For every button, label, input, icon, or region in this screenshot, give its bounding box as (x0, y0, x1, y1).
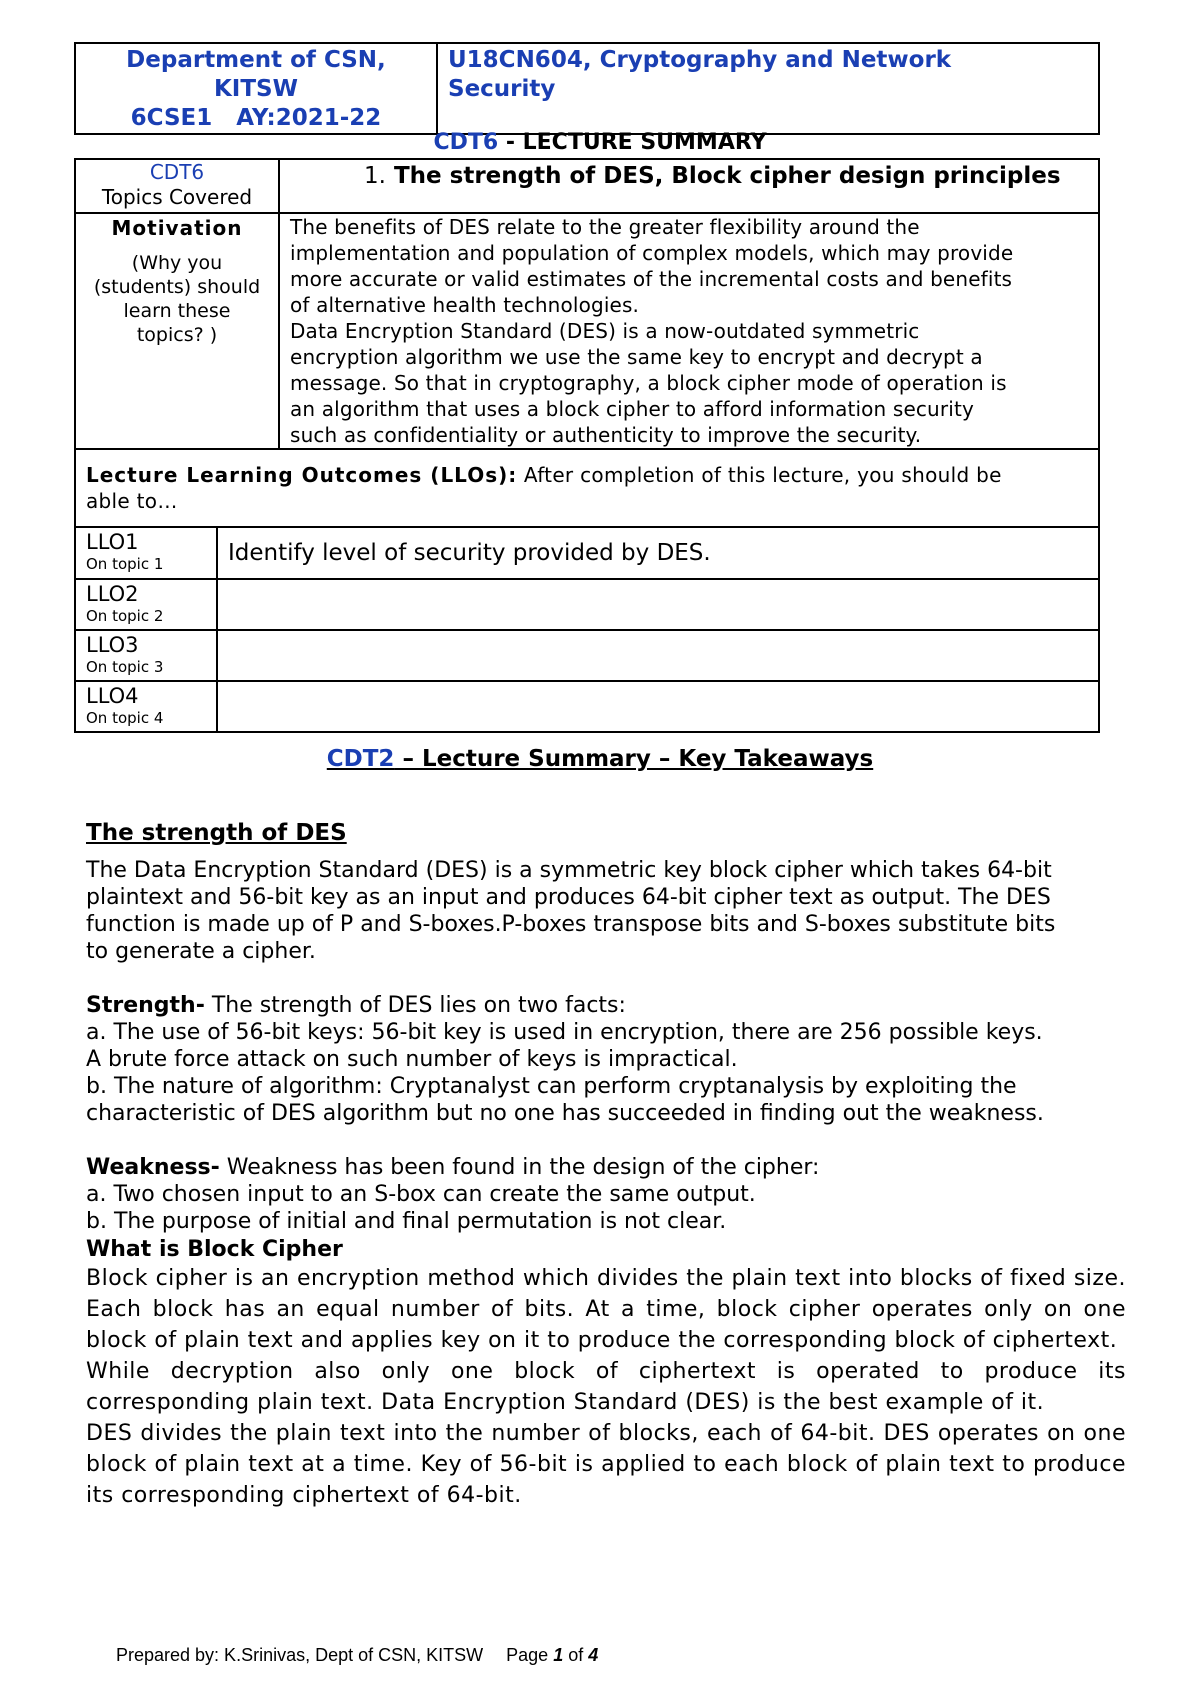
topics-label: Topics Covered (101, 185, 253, 209)
weakness-label: Weakness- (86, 1155, 220, 1180)
llo-label-cell (75, 527, 217, 579)
motivation-text (280, 214, 1098, 448)
block-cipher-paragraph: Block cipher is an encryption method which divides the plain text into blocks of fixed size. Each block has an equal number of bits. At a time, block cipher operates only on one block of plain text and applies key on it to produce the corresponding block of ciphertext. (86, 1266, 1126, 1353)
block-cipher-paragraph: While decryption also only one block of ciphertext is operated to produce its corresponding plain text. Data Encryption Standard (DES) is the best example of it. (86, 1359, 1126, 1415)
llo-intro-cell (75, 449, 1099, 527)
motivation-label: Motivation (111, 216, 243, 240)
llo-intro (76, 450, 1098, 524)
motivation-line: encryption algorithm we use the same key to encrypt and decrypt a (290, 345, 983, 369)
takeaways-code[interactable]: CDT2 (326, 746, 395, 772)
llo-row (75, 579, 1099, 630)
why-line: (students) should (93, 276, 261, 298)
page-word: Page (506, 1645, 549, 1665)
department-info (76, 44, 436, 133)
summary-label: - LECTURE SUMMARY (498, 130, 767, 155)
weakness-text: Weakness has been found in the design of the cipher: (219, 1155, 820, 1180)
section-title: The strength of DES (86, 820, 347, 846)
llo-text-cell (217, 527, 1099, 579)
llo-text (218, 580, 1098, 592)
weakness-paragraph (86, 1154, 1126, 1235)
motivation-why (76, 251, 278, 347)
paragraph-line: plaintext and 56-bit key as an input and produces 64-bit cipher text as output. The DES (86, 885, 1051, 910)
paragraph-line: function is made up of P and S-boxes.P-boxes transpose bits and S-boxes substitute bits (86, 912, 1056, 937)
paragraph-line: a. Two chosen input to an S-box can create the same output. (86, 1182, 756, 1207)
paragraph-line: characteristic of DES algorithm but no one has succeeded in finding out the weakness. (86, 1101, 1044, 1126)
llo-text (218, 631, 1098, 643)
motivation-line: of alternative health technologies. (290, 293, 640, 317)
header-table (74, 42, 1100, 135)
section-paragraph (86, 857, 1126, 965)
llo-text-cell (217, 579, 1099, 630)
key-takeaways-heading (0, 746, 1200, 772)
paragraph-line: The Data Encryption Standard (DES) is a symmetric key block cipher which takes 64-bit (86, 858, 1052, 883)
llo-topic: On topic 2 (86, 607, 164, 625)
llo-label: LLO3 (86, 633, 139, 657)
strength-label: Strength- (86, 993, 205, 1018)
motivation-line: such as confidentiality or authenticity to improve the security. (290, 423, 922, 447)
motivation-line: implementation and population of complex models, which may provide (290, 241, 1014, 265)
topic-title (280, 160, 1098, 192)
llo-row (75, 630, 1099, 681)
page-total: 4 (588, 1645, 599, 1665)
block-cipher-paragraph: DES divides the plain text into the number of blocks, each of 64-bit. DES operates on one block of plain text at a time. Key of 56-bit is applied to each block of plain text to produce its corresponding ciphertext of 64-bit. (86, 1421, 1126, 1508)
llo-text: Identify level of security provided by DES. (228, 540, 711, 566)
lecture-summary-title (0, 130, 1200, 156)
motivation-line: more accurate or valid estimates of the incremental costs and benefits (290, 267, 1013, 291)
paragraph-line: b. The purpose of initial and final permutation is not clear. (86, 1209, 727, 1234)
course-title-line2: Security (448, 76, 556, 102)
llo-label: LLO2 (86, 582, 139, 606)
department-name: Department of CSN, (126, 47, 386, 73)
motivation-line: The benefits of DES relate to the greater flexibility around the (290, 215, 920, 239)
llo-topic: On topic 4 (86, 709, 164, 727)
strength-paragraph (86, 992, 1126, 1127)
paragraph-line: A brute force attack on such number of keys is impractical. (86, 1047, 738, 1072)
page-number: 1 (553, 1645, 564, 1665)
takeaways-label: – Lecture Summary – Key Takeaways (394, 746, 874, 772)
motivation-text-cell (279, 213, 1099, 449)
institute-name: KITSW (213, 76, 298, 102)
why-line: learn these (123, 300, 231, 322)
class-year: 6CSE1 AY:2021-22 (130, 105, 382, 131)
llo-text (218, 682, 1098, 694)
prepared-by: Prepared by: K.Srinivas, Dept of CSN, KITSW (116, 1645, 484, 1665)
llo-label-cell (75, 579, 217, 630)
topics-label-cell (75, 159, 279, 213)
of-word: of (568, 1645, 584, 1665)
topics-code: CDT6 (149, 160, 205, 184)
llo-label: LLO4 (86, 684, 139, 708)
llo-text-cell (217, 630, 1099, 681)
section-strength-of-des (86, 820, 1126, 1511)
paragraph-line: to generate a cipher. (86, 939, 316, 964)
llo-row (75, 681, 1099, 732)
block-cipher-title: What is Block Cipher (86, 1237, 343, 1262)
llo-intro-label: Lecture Learning Outcomes (LLOs): (86, 463, 518, 487)
course-title (438, 44, 1098, 104)
motivation-label-cell (75, 213, 279, 449)
topic-title-text: The strength of DES, Block cipher design principles (393, 163, 1061, 189)
paragraph-line: b. The nature of algorithm: Cryptanalyst can perform cryptanalysis by exploiting the (86, 1074, 1017, 1099)
llo-topic: On topic 3 (86, 658, 164, 676)
llo-label: LLO1 (86, 530, 139, 554)
llo-label-cell (75, 681, 217, 732)
course-cell (437, 43, 1099, 134)
why-line: topics? ) (136, 324, 218, 346)
motivation-line: message. So that in cryptography, a block cipher mode of operation is (290, 371, 1007, 395)
llo-label-cell (75, 630, 217, 681)
llo-row (75, 527, 1099, 579)
lecture-table (74, 158, 1100, 733)
llo-topic: On topic 1 (86, 555, 164, 573)
llo-intro-text: After completion of this lecture, you should be (517, 463, 1002, 487)
llo-text-cell (217, 681, 1099, 732)
paragraph-line: a. The use of 56-bit keys: 56-bit key is used in encryption, there are 256 possible keys. (86, 1020, 1043, 1045)
course-title-line1: U18CN604, Cryptography and Network (448, 47, 952, 73)
page-footer (116, 1645, 598, 1666)
summary-code: CDT6 (433, 130, 499, 155)
llo-intro-text-line2: able to… (86, 489, 178, 513)
why-line: (Why you (131, 252, 223, 274)
strength-text: The strength of DES lies on two facts: (204, 993, 626, 1018)
motivation-line: Data Encryption Standard (DES) is a now-outdated symmetric (290, 319, 920, 343)
topics-title-cell (279, 159, 1099, 213)
motivation-line: an algorithm that uses a block cipher to afford information security (290, 397, 974, 421)
topic-number: 1. (364, 163, 386, 189)
department-cell (75, 43, 437, 134)
